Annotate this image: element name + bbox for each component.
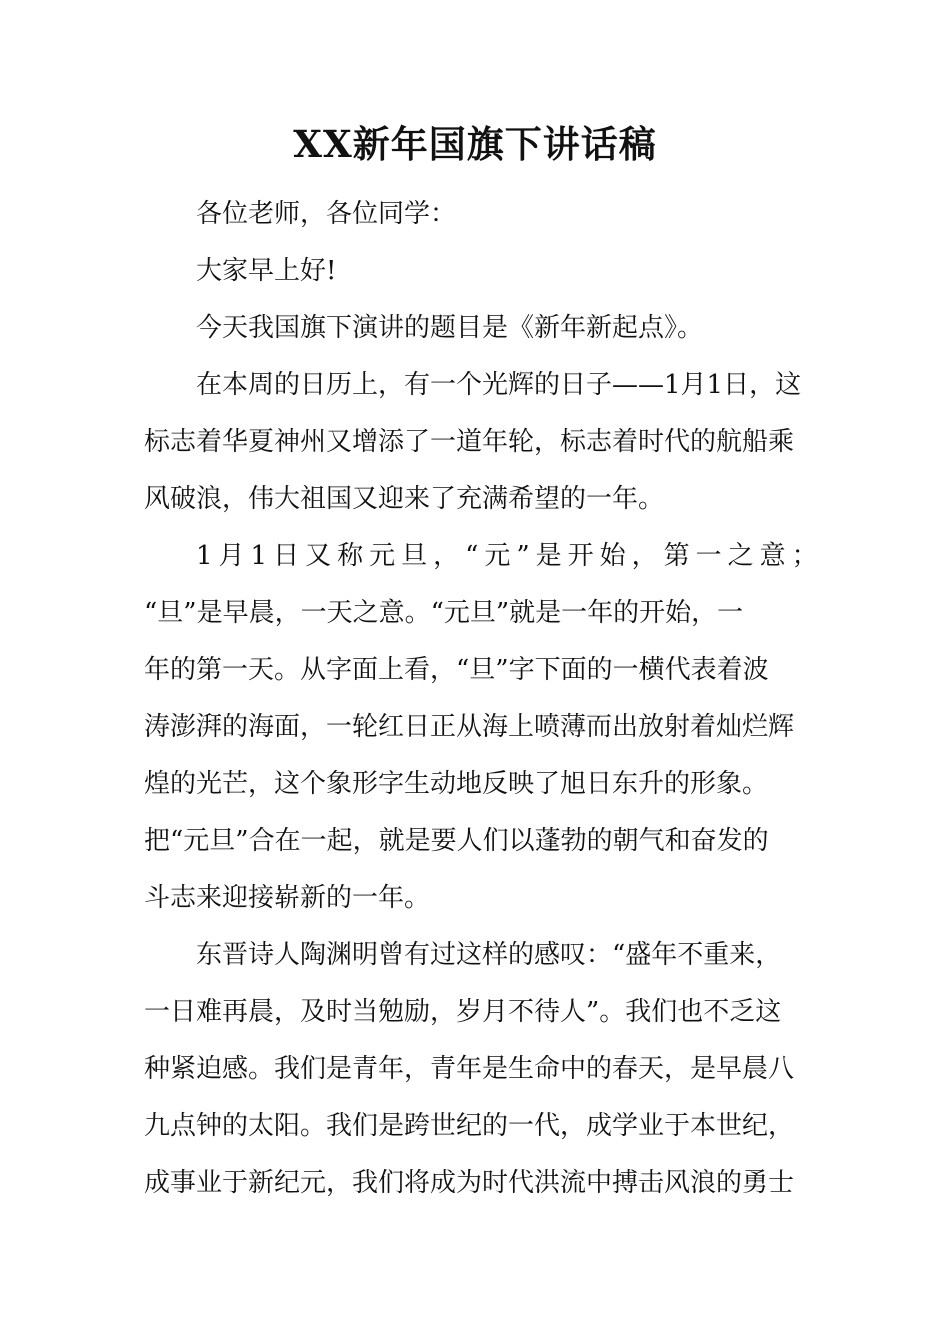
text-line: 一日难再晨，及时当勉励，岁月不待人”。我们也不乏这 (144, 997, 782, 1027)
text-line: 大家早上好! (196, 256, 337, 286)
text-line: 年的第一天。从字面上看，“旦”字下面的一横代表着波 (144, 655, 769, 685)
text-line: 风破浪，伟大祖国又迎来了充满希望的一年。 (144, 484, 665, 514)
text-line: 把“元旦”合在一起，就是要人们以蓬勃的朝气和奋发的 (144, 826, 769, 856)
text-line: 1月1日又称元旦，“元”是开始，第一之意； (196, 541, 824, 571)
paragraph-yuandan (144, 528, 824, 927)
text-line: 标志着华夏神州又增添了一道年轮，标志着时代的航船乘 (144, 427, 795, 457)
paragraph-greeting (144, 186, 806, 243)
text-line: 东晋诗人陶渊明曾有过这样的感叹：“盛年不重来， (196, 940, 782, 970)
text-line: 各位老师，各位同学： (196, 199, 457, 229)
text-line: 在本周的日历上，有一个光辉的日子——1月1日，这 (196, 370, 802, 400)
text-line: 成事业于新纪元，我们将成为时代洪流中搏击风浪的勇士 (144, 1168, 795, 1198)
text-line: 煌的光芒，这个象形字生动地反映了旭日东升的形象。 (144, 769, 769, 799)
text-line: 涛澎湃的海面，一轮红日正从海上喷薄而出放射着灿烂辉 (144, 712, 795, 742)
text-line: “旦”是早晨，一天之意。“元旦”就是一年的开始，一 (144, 598, 744, 628)
paragraph-topic (144, 300, 806, 357)
paragraph-good-morning (144, 243, 806, 300)
text-line: 斗志来迎接崭新的一年。 (144, 883, 431, 913)
document-title: XX新年国旗下讲话稿 (293, 122, 657, 166)
paragraph-calendar (144, 357, 806, 528)
text-line: 今天我国旗下演讲的题目是《新年新起点》。 (196, 313, 704, 343)
text-line: 九点钟的太阳。我们是跨世纪的一代，成学业于本世纪， (144, 1111, 795, 1141)
document-body (144, 186, 824, 1212)
paragraph-tao-yuanming (144, 927, 806, 1212)
text-line: 种紧迫感。我们是青年，青年是生命中的春天，是早晨八 (144, 1054, 795, 1084)
